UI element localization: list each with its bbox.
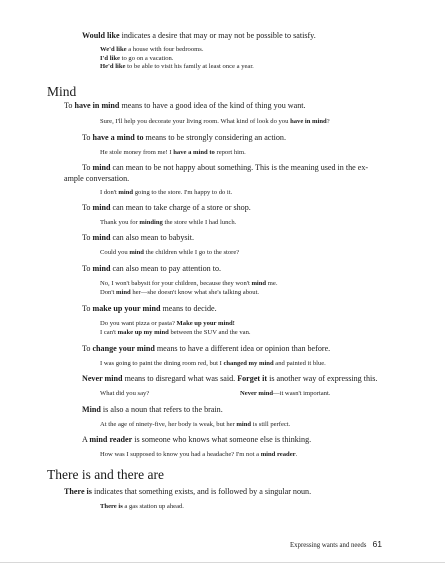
make-up-mind-examples xyxy=(100,320,400,337)
never-mind-question: What did you say? xyxy=(100,390,150,397)
example-line: He'd like to be able to visit his family at least once a year. xyxy=(100,63,254,71)
have-a-mind-example: He stole money from me! I have a mind to report him. xyxy=(100,149,246,156)
attention-definition: To mind can also mean to pay attention to. xyxy=(82,264,222,273)
store-example: Thank you for minding the store while I had lunch. xyxy=(100,219,237,226)
never-mind-answer: Never mind—it wasn't important. xyxy=(240,390,331,397)
example-line: We'd like a house with four bedrooms. xyxy=(100,46,204,53)
would-like-examples xyxy=(100,46,400,72)
there-is-definition: There is indicates that something exists, and is followed by a singular noun. xyxy=(64,487,312,496)
mind-reader-definition: A mind reader is someone who knows what someone else is thinking. xyxy=(82,435,312,444)
mind-noun-definition: Mind is also a noun that refers to the brain. xyxy=(82,405,223,414)
would-like-definition: Would like indicates a desire that may or may not be possible to satisfy. xyxy=(82,31,316,40)
there-is-example: There is a gas station up ahead. xyxy=(100,503,184,510)
page-number: 61 xyxy=(372,539,383,549)
unhappy-definition: To mind can mean to be not happy about something. This is the meaning used in the ex- ample conversation. xyxy=(64,163,369,183)
mind-reader-example: How was I supposed to know you had a headache? I'm not a mind reader. xyxy=(100,451,298,458)
page-footer xyxy=(290,539,420,549)
have-a-mind-definition: To have a mind to means to be strongly considering an action. xyxy=(82,133,287,142)
bottom-rule xyxy=(0,562,445,563)
change-mind-example: I was going to paint the dining room red, but I changed my mind and painted it blue. xyxy=(100,360,326,367)
section-heading-there-is: There is and there are xyxy=(47,467,164,482)
mind-noun-example: At the age of ninety-five, her body is weak, but her mind is still perfect. xyxy=(100,421,291,428)
example-line: No, I won't babysit for your children, because they won't mind me. xyxy=(100,280,278,287)
change-mind-definition: To change your mind means to have a different idea or opinion than before. xyxy=(82,344,331,353)
never-mind-definition: Never mind means to disregard what was said. Forget it is another way of expressing this. xyxy=(82,374,378,383)
example-line: I can't make up my mind between the SUV and the van. xyxy=(100,328,251,336)
store-definition: To mind can mean to take charge of a store or shop. xyxy=(82,203,251,212)
example-line: I'd like to go on a vacation. xyxy=(100,54,174,62)
attention-examples xyxy=(100,280,400,297)
footer-chapter-title: Expressing wants and needs xyxy=(290,542,367,549)
example-line: Don't mind her—she doesn't know what she's talking about. xyxy=(100,288,260,296)
example-line: Do you want pizza or pasta? Make up your mind! xyxy=(100,320,235,327)
have-in-mind-definition: To have in mind means to have a good idea of the kind of thing you want. xyxy=(64,101,306,110)
babysit-definition: To mind can also mean to babysit. xyxy=(82,233,195,242)
section-heading-mind: Mind xyxy=(47,84,77,99)
babysit-example: Could you mind the children while I go to the store? xyxy=(100,249,240,256)
have-in-mind-example: Sure, I'll help you decorate your living room. What kind of look do you have in mind? xyxy=(100,118,330,125)
unhappy-example: I don't mind going to the store. I'm happy to do it. xyxy=(100,189,233,196)
make-up-mind-definition: To make up your mind means to decide. xyxy=(82,304,217,313)
